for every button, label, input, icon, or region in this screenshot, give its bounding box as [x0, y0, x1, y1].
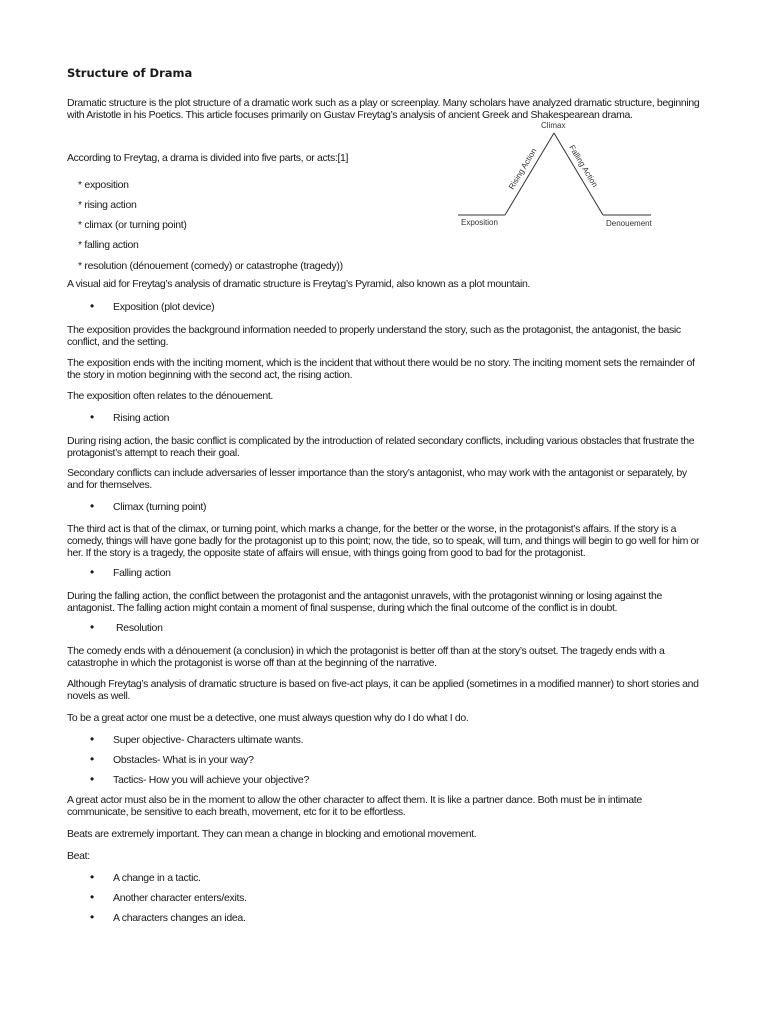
moment-paragraph: A great actor must also be in the moment to allow the other character to affect them. It is like a partner dance. Both must be in intimate communicate, be sensitive to each breath, movement, etc for it to be effortless. — [67, 794, 642, 818]
bullet-text: Obstacles- What is in your way? — [113, 754, 254, 766]
bullet-text: Super objective- Characters ultimate wants. — [113, 734, 304, 746]
bullet-icon: • — [90, 410, 95, 424]
bullet-icon: • — [90, 890, 95, 904]
paragraph: The exposition ends with the inciting moment, which is the incident that without there would be no story. The inciting moment sets the remainder of the story in motion beginning with the second act, the rising action. — [67, 357, 695, 381]
falling-action-label: Falling Action — [567, 143, 600, 189]
paragraph: During the falling action, the conflict between the protagonist and the antagonist unravels, with the protagonist winning or losing against the antagonist. The falling action might contain a moment of final suspense, during which the final outcome of the conflict is in doubt. — [67, 590, 662, 614]
bullet-text: Another character enters/exits. — [113, 892, 247, 904]
actor-intro-paragraph: To be a great actor one must be a detective, one must always question why do I do what I do. — [67, 712, 469, 724]
paragraph: The third act is that of the climax, or turning point, which marks a change, for the better or the worse, in the protagonist’s affairs. If the story is a comedy, things will have gone badly for the protagonist up to this point; now, the tide, so to speak, will turn, and things will begin to go well for him or her. If the story is a tragedy, the opposite state of affairs will ensue, with things going from good to bad for the protagonist. — [67, 523, 700, 559]
paragraph: The comedy ends with a dénouement (a conclusion) in which the protagonist is better off than at the story’s outset. The tragedy ends with a catastrophe in which the protagonist is worse off than at the beginning of the narrative. — [67, 645, 665, 669]
section-heading: Falling action — [113, 567, 171, 579]
bullet-icon: • — [90, 565, 95, 579]
according-paragraph: According to Freytag, a drama is divided into five parts, or acts:[1] — [67, 152, 349, 164]
section-heading: Exposition (plot device) — [113, 301, 215, 313]
bullet-text: A characters changes an idea. — [113, 912, 246, 924]
act-item: * rising action — [78, 199, 137, 211]
paragraph: Secondary conflicts can include adversaries of lesser importance than the story’s antagonist, who may work with the antagonist or separately, by and for themselves. — [67, 467, 687, 491]
rising-line — [505, 133, 554, 215]
beats-paragraph: Beats are extremely important. They can mean a change in blocking and emotional movement. — [67, 828, 477, 840]
visual-aid-paragraph: A visual aid for Freytag’s analysis of dramatic structure is Freytag’s Pyramid, also known as a plot mountain. — [67, 278, 530, 290]
act-item: * climax (or turning point) — [78, 219, 187, 231]
section-heading: Climax (turning point) — [113, 501, 207, 513]
bullet-icon: • — [90, 772, 95, 786]
page-title: Structure of Drama — [67, 66, 193, 80]
bullet-icon: • — [90, 499, 95, 513]
act-item: * exposition — [78, 179, 129, 191]
intro-paragraph: Dramatic structure is the plot structure of a dramatic work such as a play or screenplay. Many scholars have analyzed dramatic structure, beginning with Aristotle in his Poetics. This article focuses primarily on Gustav Freytag’s analysis of ancient Greek and Shakespearean drama. — [67, 97, 700, 121]
bullet-icon: • — [90, 752, 95, 766]
paragraph: The exposition often relates to the dénouement. — [67, 390, 273, 402]
section-heading: Rising action — [113, 412, 170, 424]
act-item: * falling action — [78, 239, 139, 251]
paragraph: During rising action, the basic conflict is complicated by the introduction of related secondary conflicts, including various obstacles that frustrate the protagonist’s attempt to reach their goal. — [67, 435, 695, 459]
denouement-label: Denouement — [606, 219, 652, 228]
exposition-label: Exposition — [461, 218, 498, 227]
falling-line — [554, 133, 603, 215]
act-item: * resolution (dénouement (comedy) or catastrophe (tragedy)) — [78, 260, 343, 272]
bullet-icon: • — [90, 870, 95, 884]
bullet-text: Tactics- How you will achieve your objective? — [113, 774, 310, 786]
freytag-pyramid-diagram — [455, 118, 655, 230]
bullet-icon: • — [90, 620, 95, 634]
paragraph: The exposition provides the background information needed to properly understand the story, such as the protagonist, the antagonist, the basic conflict, and the setting. — [67, 324, 681, 348]
bullet-icon: • — [90, 732, 95, 746]
rising-action-label: Rising Action — [506, 146, 539, 192]
beat-label: Beat: — [67, 850, 90, 862]
bullet-icon: • — [90, 299, 95, 313]
paragraph: Although Freytag’s analysis of dramatic structure is based on five-act plays, it can be applied (sometimes in a modified manner) to short stories and novels as well. — [67, 678, 699, 702]
section-heading: Resolution — [116, 622, 163, 634]
bullet-icon: • — [90, 910, 95, 924]
bullet-text: A change in a tactic. — [113, 872, 201, 884]
climax-label: Climax — [541, 121, 566, 130]
